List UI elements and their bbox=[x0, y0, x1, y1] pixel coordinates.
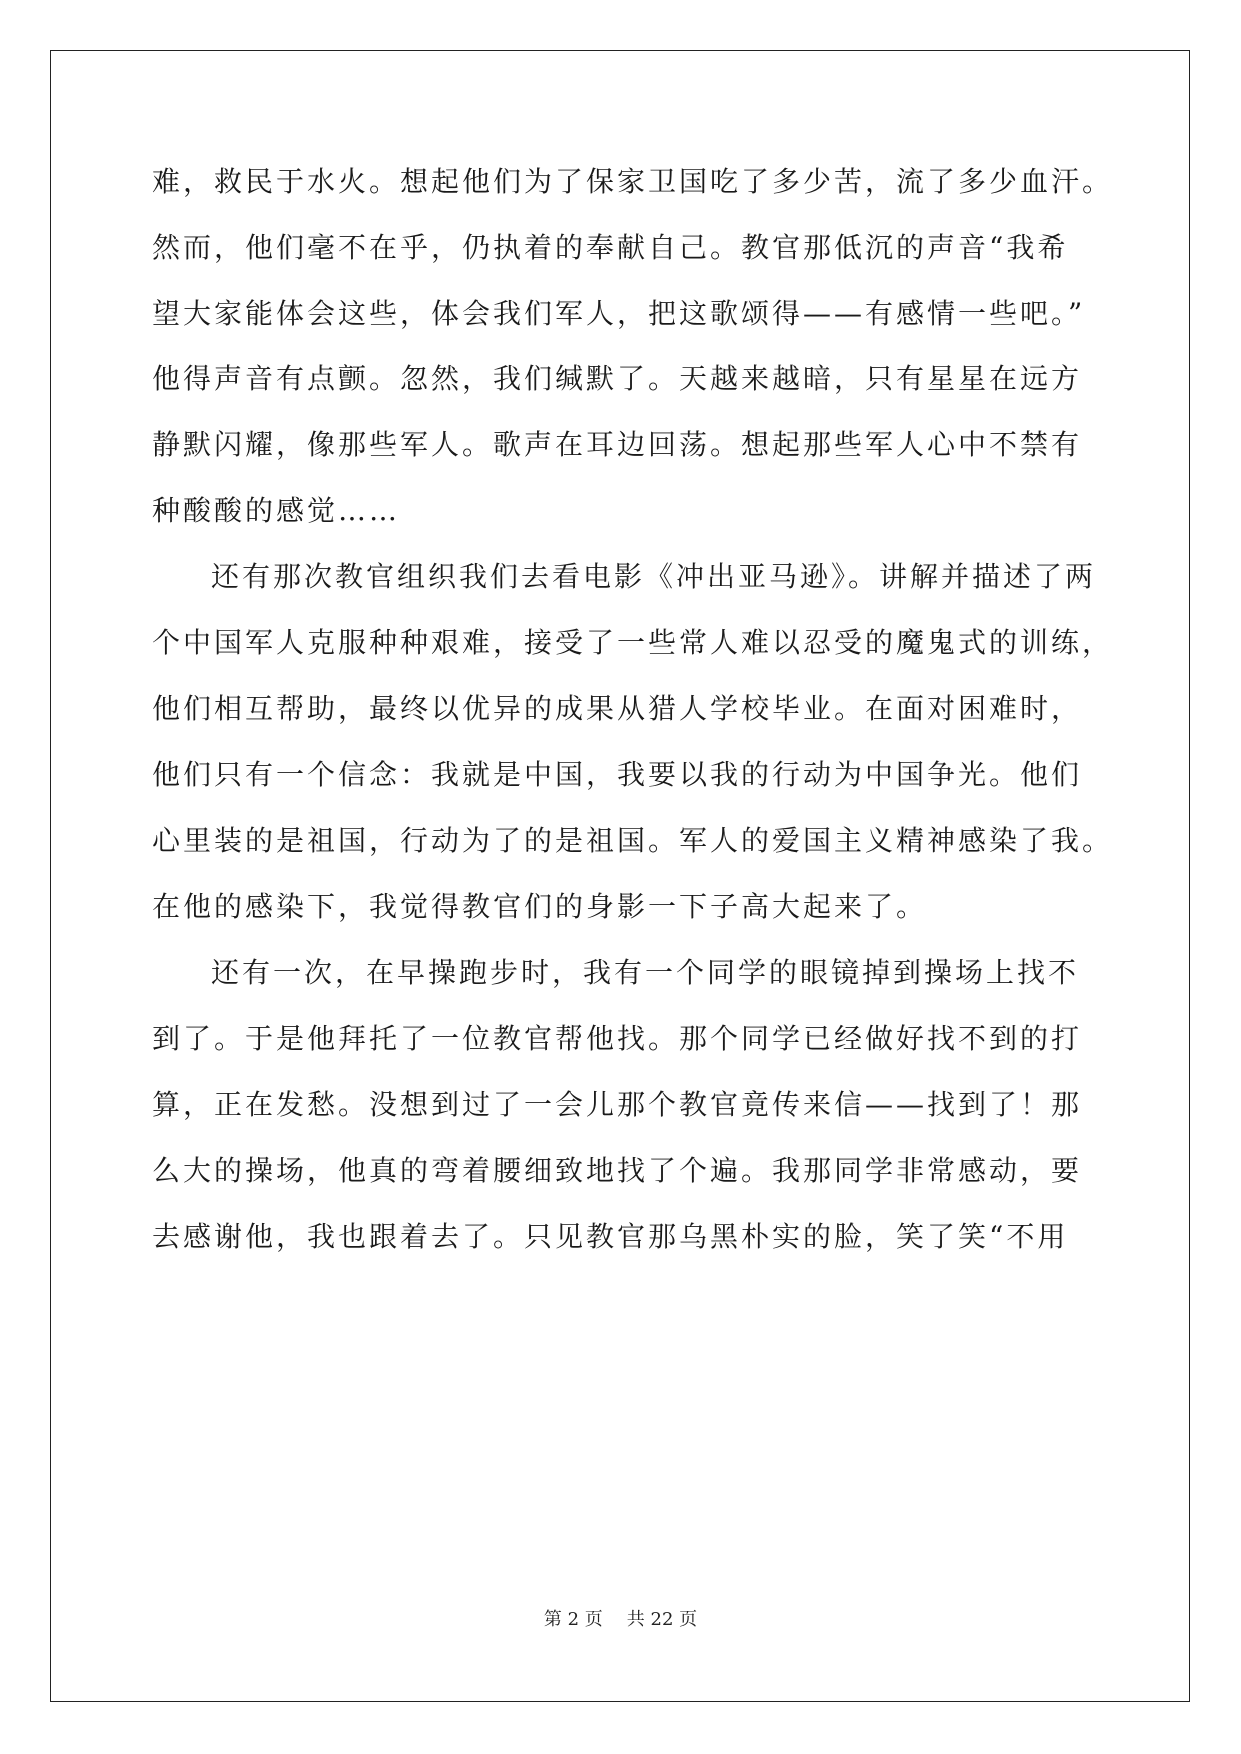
body-line-16: 么大的操场，他真的弯着腰细致地找了个遍。我那同学非常感动，要 bbox=[152, 1154, 1083, 1187]
body-line-14: 到了。于是他拜托了一位教官帮他找。那个同学已经做好找不到的打 bbox=[152, 1022, 1083, 1055]
body-line-3: 望大家能体会这些，体会我们军人，把这歌颂得——有感情一些吧。” bbox=[152, 297, 1086, 330]
page-number: 第 2 页 bbox=[543, 1609, 603, 1630]
page-footer bbox=[0, 1608, 1241, 1632]
body-line-17: 去感谢他，我也跟着去了。只见教官那乌黑朴实的脸，笑了笑“不用 bbox=[152, 1220, 1069, 1253]
body-line-9: 他们相互帮助，最终以优异的成果从猎人学校毕业。在面对困难时， bbox=[152, 692, 1083, 725]
body-line-1: 难，救民于水火。想起他们为了保家卫国吃了多少苦，流了多少血汗。 bbox=[152, 165, 1114, 198]
body-line-12: 在他的感染下，我觉得教官们的身影一下子高大起来了。 bbox=[152, 890, 928, 923]
page-total: 共 22 页 bbox=[626, 1609, 698, 1630]
paragraph-start-line: 还有一次，在早操跑步时，我有一个同学的眼镜掉到操场上找不 bbox=[211, 956, 1080, 989]
body-line-11: 心里装的是祖国，行动为了的是祖国。军人的爱国主义精神感染了我。 bbox=[152, 824, 1114, 857]
body-line-15: 算，正在发愁。没想到过了一会儿那个教官竟传来信——找到了！那 bbox=[152, 1088, 1083, 1121]
body-line-5: 静默闪耀，像那些军人。歌声在耳边回荡。想起那些军人心中不禁有 bbox=[152, 428, 1083, 461]
body-line-8: 个中国军人克服种种艰难，接受了一些常人难以忍受的魔鬼式的训练， bbox=[152, 626, 1114, 659]
body-line-4: 他得声音有点颤。忽然，我们缄默了。天越来越暗，只有星星在远方 bbox=[152, 362, 1083, 395]
body-line-10: 他们只有一个信念：我就是中国，我要以我的行动为中国争光。他们 bbox=[152, 758, 1083, 791]
body-line-6: 种酸酸的感觉…… bbox=[152, 494, 401, 527]
body-line-2: 然而，他们毫不在乎，仍执着的奉献自己。教官那低沉的声音“我希 bbox=[152, 231, 1069, 264]
paragraph-start-line: 还有那次教官组织我们去看电影《冲出亚马逊》。讲解并描述了两 bbox=[211, 560, 1097, 593]
